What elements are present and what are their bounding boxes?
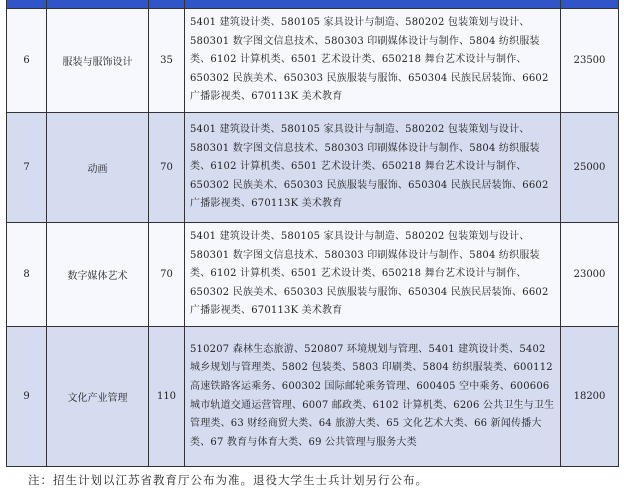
table-row (7, 327, 619, 467)
plan-count: 110 (149, 327, 185, 467)
tuition-fee: 23000 (561, 223, 619, 327)
major-name: 数字媒体艺术 (47, 223, 149, 327)
row-number: 6 (7, 9, 47, 113)
table-row (7, 223, 619, 327)
table-row (7, 113, 619, 223)
table-row (7, 9, 619, 113)
enrollment-plan-table (6, 0, 619, 467)
plan-count: 70 (149, 113, 185, 223)
eligible-subjects: 510207 森林生态旅游、520807 环境规划与管理、5401 建筑设计类、5402 城乡规划与管理类、5802 包装类、5803 印刷类、5804 纺织服装类、600112 高速铁路客运乘务、600302 国际邮轮乘务管理、600405 空中乘务、600606 城市轨道交通运营管理、6007 邮政类、6102 计算机类、6206 公共卫生与卫生管理类、63 财经商贸大类、64 旅游大类、65 文化艺术大类、66 新闻传播大类、67 教育与体育大类、69 公共管理与服务大类 (185, 327, 561, 467)
major-name: 服装与服饰设计 (47, 9, 149, 113)
plan-count: 70 (149, 223, 185, 327)
tuition-fee: 23500 (561, 9, 619, 113)
eligible-subjects: 5401 建筑设计类、580105 家具设计与制造、580202 包装策划与设计、580301 数字图文信息技术、580303 印刷媒体设计与制作、5804 纺织服装类、6102 计算机类、6501 艺术设计类、650218 舞台艺术设计与制作、650302 民族美术、650303 民族服装与服饰、650304 民族民居装饰、6602 广播影视类、670113K 美术教育 (185, 223, 561, 327)
plan-count: 35 (149, 9, 185, 113)
tuition-fee: 18200 (561, 327, 619, 467)
row-number: 7 (7, 113, 47, 223)
footnote: 注：招生计划以江苏省教育厅公布为准。退役大学生士兵计划另行公布。 (28, 473, 428, 487)
row-number: 8 (7, 223, 47, 327)
eligible-subjects: 5401 建筑设计类、580105 家具设计与制造、580202 包装策划与设计、580301 数字图文信息技术、580303 印刷媒体设计与制作、5804 纺织服装类、6102 计算机类、6501 艺术设计类、650218 舞台艺术设计与制作、650302 民族美术、650303 民族服装与服饰、650304 民族民居装饰、6602 广播影视类、670113K 美术教育 (185, 9, 561, 113)
major-name: 动画 (47, 113, 149, 223)
eligible-subjects: 5401 建筑设计类、580105 家具设计与制造、580202 包装策划与设计、580301 数字图文信息技术、580303 印刷媒体设计与制作、5804 纺织服装类、6102 计算机类、6501 艺术设计类、650218 舞台艺术设计与制作、650302 民族美术、650303 民族服装与服饰、650304 民族民居装饰、6602 广播影视类、670113K 美术教育 (185, 113, 561, 223)
major-name: 文化产业管理 (47, 327, 149, 467)
table-header-strip (7, 0, 619, 9)
row-number: 9 (7, 327, 47, 467)
tuition-fee: 25000 (561, 113, 619, 223)
